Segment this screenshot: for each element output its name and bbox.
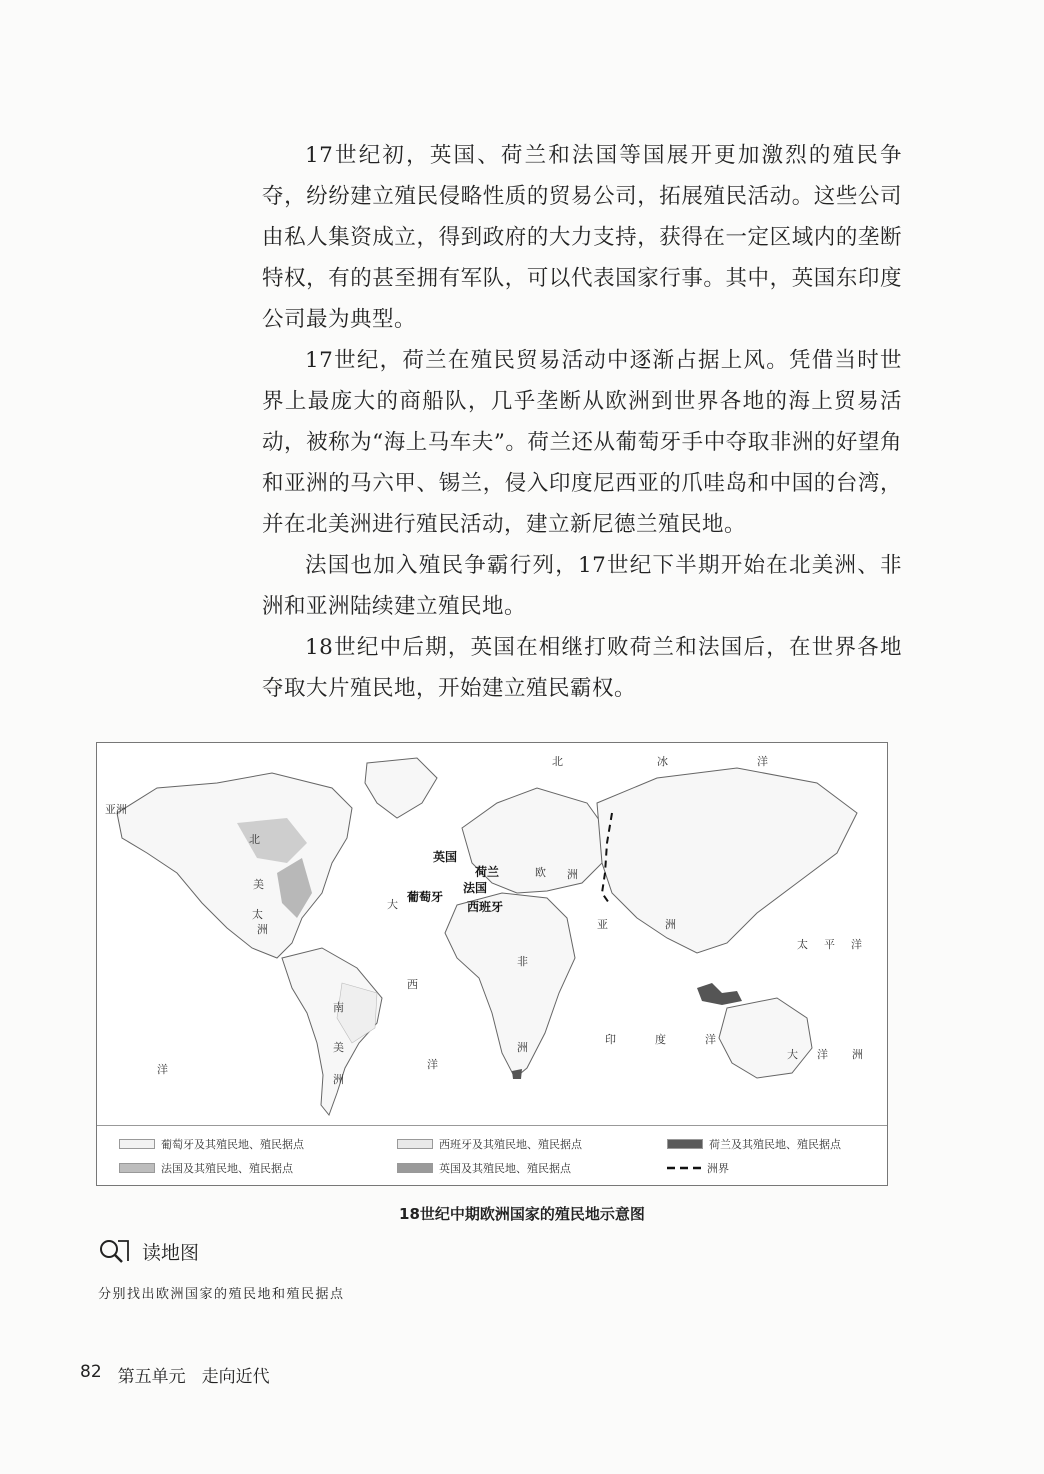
paragraph-2: 17世纪，荷兰在殖民贸易活动中逐渐占据上风。凭借当时世界上最庞大的商船队，几乎垄断从欧洲到世界各地的海上贸易活动，被称为“海上马车夫”。荷兰还从葡萄牙手中夺取非洲的好望角和亚洲的马六甲、锡兰，侵入印度尼西亚的爪哇岛和中国的台湾，并在北美洲进行殖民活动，建立新尼德兰殖民地。 (262, 348, 902, 537)
label-asia-left: 亚洲 (105, 803, 127, 816)
label-indian-ocean-2: 度 (655, 1033, 666, 1046)
label-asia-2: 洲 (665, 918, 676, 931)
legend-item-boundary (667, 1160, 729, 1176)
legend-label-portugal: 葡萄牙及其殖民地、殖民据点 (161, 1138, 304, 1151)
label-oceania-1: 大 (787, 1048, 798, 1061)
label-europe-2: 洲 (567, 868, 578, 881)
label-pacific-left-3: 洋 (157, 1063, 168, 1076)
label-oceania-2: 洋 (817, 1048, 828, 1061)
legend-label-france: 法国及其殖民地、殖民据点 (161, 1162, 293, 1175)
label-indian-ocean-1: 印 (605, 1033, 616, 1046)
legend-label-netherlands: 荷兰及其殖民地、殖民据点 (709, 1138, 841, 1151)
label-atlantic-3: 洋 (427, 1058, 438, 1071)
label-africa-2: 洲 (517, 1041, 528, 1054)
map-legend (97, 1125, 887, 1186)
label-france: 法国 (463, 881, 488, 895)
label-arctic-1: 北 (552, 755, 563, 768)
read-map-title: 读地图 (142, 1241, 200, 1264)
paragraph-3: 法国也加入殖民争霸行列，17世纪下半期开始在北美洲、非洲和亚洲陆续建立殖民地。 (262, 553, 902, 619)
legend-swatch-spain (397, 1139, 433, 1149)
label-portugal: 葡萄牙 (407, 890, 444, 904)
label-north-america-3: 洲 (257, 923, 268, 936)
legend-label-england: 英国及其殖民地、殖民据点 (439, 1162, 571, 1175)
colonial-map (96, 742, 888, 1186)
unit-label: 第五单元 (117, 1367, 186, 1387)
legend-dash-icon (667, 1164, 701, 1172)
legend-item-portugal (119, 1136, 304, 1152)
label-arctic-2: 冰 (657, 755, 668, 768)
page-number: 82 (80, 1362, 102, 1382)
map-caption: 18世纪中期欧洲国家的殖民地示意图 (399, 1205, 645, 1223)
legend-item-france (119, 1160, 293, 1176)
label-north-america-1: 北 (249, 833, 260, 846)
legend-swatch-england (397, 1163, 433, 1173)
label-south-america-3: 洲 (333, 1073, 344, 1086)
legend-label-boundary: 洲界 (707, 1162, 729, 1175)
label-pacific-left-1: 太 (252, 908, 263, 921)
read-map-task: 分别找出欧洲国家的殖民地和殖民据点 (98, 1287, 345, 1302)
paragraph-4: 18世纪中后期，英国在相继打败荷兰和法国后，在世界各地夺取大片殖民地，开始建立殖民霸权。 (262, 635, 902, 701)
label-spain: 西班牙 (467, 900, 504, 914)
label-pacific-right-3: 洋 (851, 938, 862, 951)
label-north-america-2: 美 (253, 878, 264, 891)
label-asia-1: 亚 (597, 918, 608, 931)
magnifier-icon (98, 1236, 130, 1266)
world-map (97, 743, 887, 1125)
legend-item-england (397, 1160, 571, 1176)
legend-swatch-portugal (119, 1139, 155, 1149)
legend-label-spain: 西班牙及其殖民地、殖民据点 (439, 1138, 582, 1151)
label-atlantic-1: 大 (387, 898, 398, 911)
paragraph-1: 17世纪初，英国、荷兰和法国等国展开更加激烈的殖民争夺，纷纷建立殖民侵略性质的贸易公司，拓展殖民活动。这些公司由私人集资成立，得到政府的大力支持，获得在一定区域内的垄断特权，有的甚至拥有军队，可以代表国家行事。其中，英国东印度公司最为典型。 (262, 143, 902, 332)
label-indian-ocean-3: 洋 (705, 1033, 716, 1046)
label-oceania-3: 洲 (852, 1048, 863, 1061)
label-africa-1: 非 (517, 955, 528, 968)
label-south-america-1: 南 (333, 1001, 344, 1014)
label-europe-1: 欧 (535, 866, 546, 879)
legend-item-netherlands (667, 1136, 841, 1152)
legend-swatch-netherlands (667, 1139, 703, 1149)
label-arctic-3: 洋 (757, 755, 768, 768)
label-south-america-2: 美 (333, 1041, 344, 1054)
legend-swatch-france (119, 1163, 155, 1173)
read-map-header (98, 1236, 199, 1266)
page-footer (80, 1362, 270, 1387)
chapter-label: 走向近代 (201, 1367, 270, 1387)
label-pacific-right-1: 太 (797, 938, 808, 951)
label-netherlands: 荷兰 (475, 865, 500, 879)
legend-item-spain (397, 1136, 582, 1152)
label-pacific-right-2: 平 (824, 938, 835, 951)
label-england: 英国 (433, 850, 458, 864)
label-atlantic-2: 西 (407, 978, 418, 991)
